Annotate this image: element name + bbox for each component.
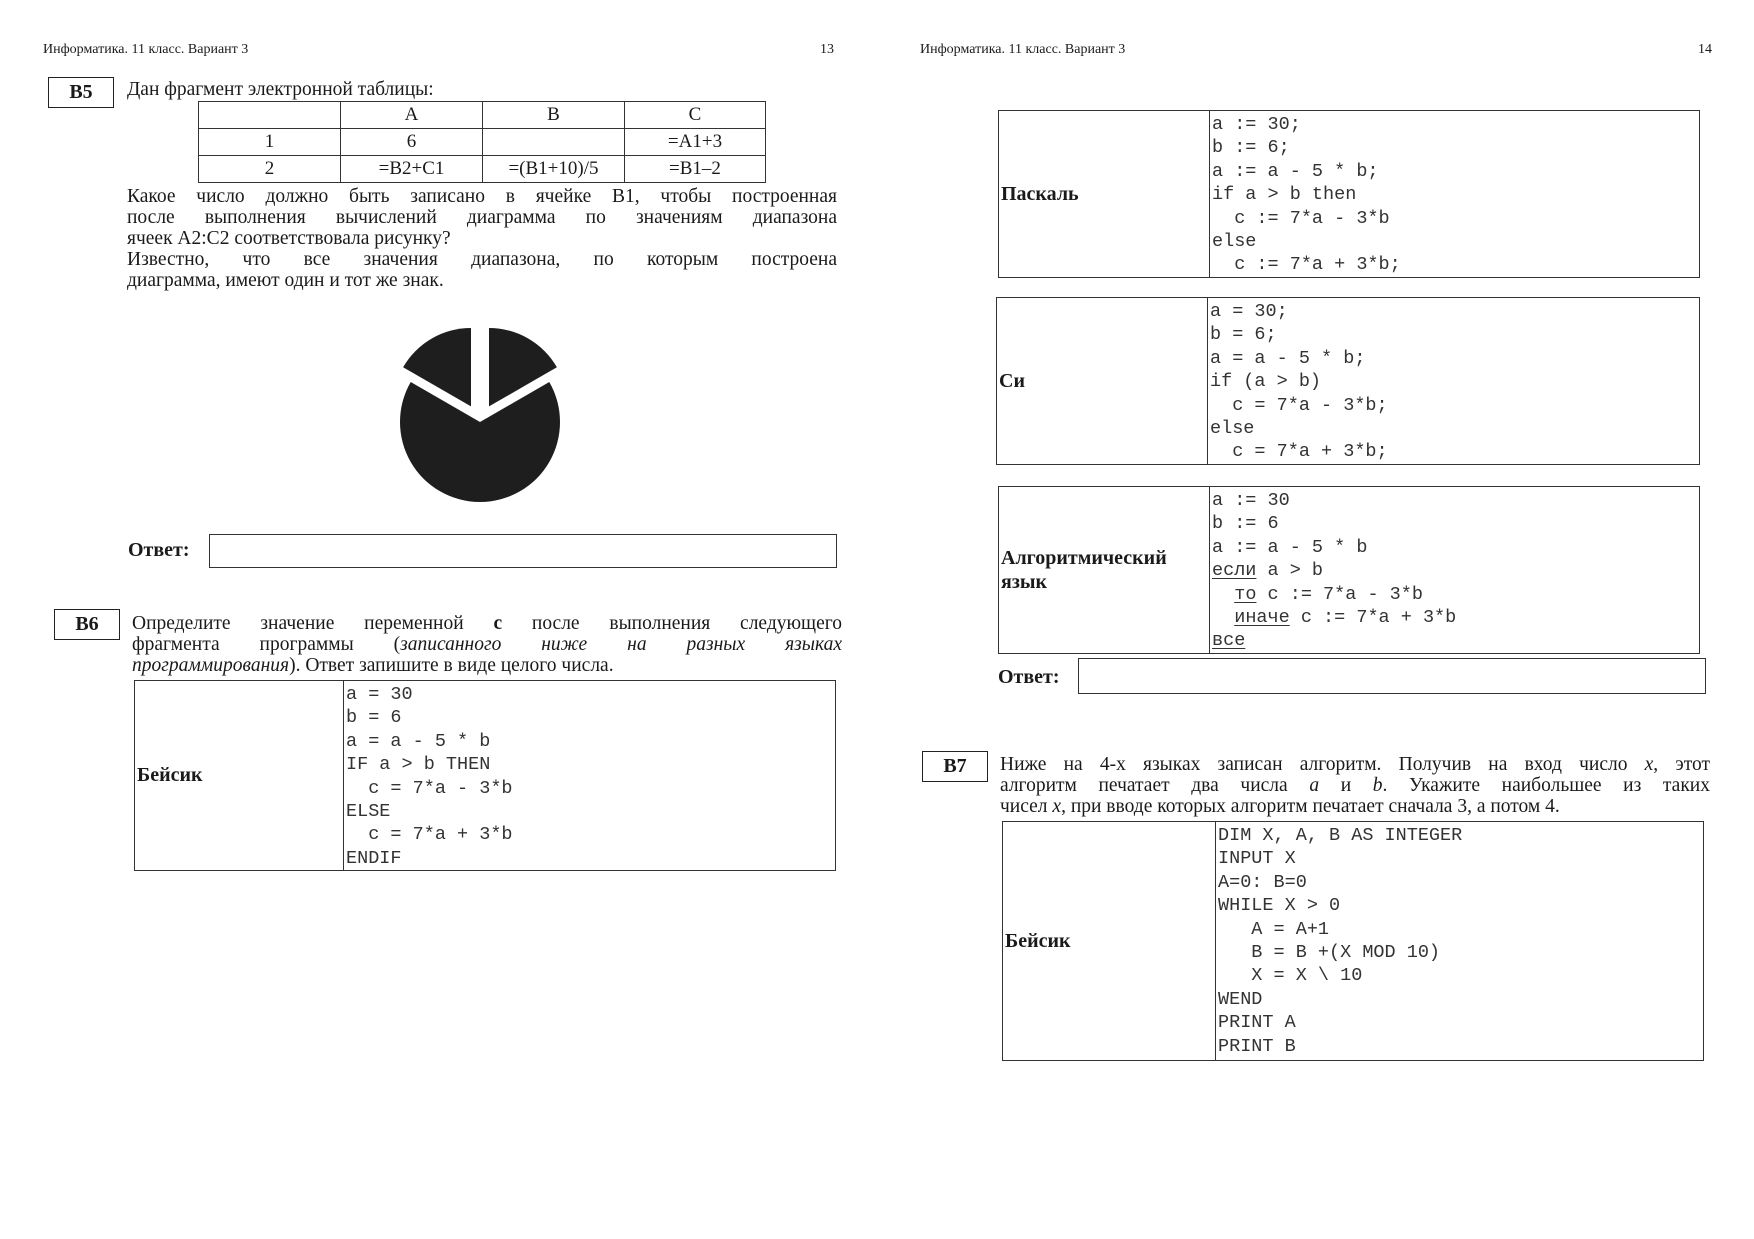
code-indent xyxy=(1212,584,1234,605)
b6-c-program-table xyxy=(996,297,1700,465)
code-line: c := 7*a - 3*b xyxy=(1212,207,1390,229)
code-line: c = 7*a - 3*b xyxy=(346,777,513,799)
b7-text-line-2-m: и xyxy=(1319,775,1373,796)
spreadsheet-fragment xyxy=(198,101,766,183)
code-line: c := 7*a + 3*b xyxy=(1289,607,1457,629)
keyword-inache: иначе xyxy=(1234,607,1290,629)
code-line: a = a - 5 * b; xyxy=(1210,347,1366,369)
code-line: a := a - 5 * b; xyxy=(1212,160,1379,182)
pie-chart xyxy=(390,300,570,520)
b6-text-line-3-post: ). Ответ запишите в виде целого числа. xyxy=(289,655,614,676)
b5-question xyxy=(127,186,837,291)
b6-text-line-2 xyxy=(132,634,842,655)
cell-b2: =(B1+10)/5 xyxy=(483,156,625,183)
code-line: PRINT A xyxy=(1218,1012,1296,1034)
b6-language-pascal: Паскаль xyxy=(999,111,1210,278)
b6-pascal-code xyxy=(1210,111,1700,278)
b6-c-row xyxy=(997,298,1700,465)
b6-answer-label: Ответ: xyxy=(998,666,1060,688)
code-line: else xyxy=(1212,231,1257,253)
b7-variable-x: x xyxy=(1644,754,1654,775)
left-header-title: Информатика. 11 класс. Вариант 3 xyxy=(43,42,249,57)
b7-basic-code xyxy=(1216,822,1704,1061)
code-line: B = B +(X MOD 10) xyxy=(1218,942,1441,964)
b5-answer-label: Ответ: xyxy=(128,539,190,561)
b6-text-line-2-pre: фрагмента программы ( xyxy=(132,634,401,655)
code-line: ENDIF xyxy=(346,847,402,869)
b6-language-basic: Бейсик xyxy=(135,681,344,871)
code-line: A=0: B=0 xyxy=(1218,871,1307,893)
pie-slice-c2 xyxy=(400,382,560,502)
code-line: c := 7*a + 3*b; xyxy=(1212,254,1401,276)
spreadsheet-corner xyxy=(199,102,341,129)
code-line: ELSE xyxy=(346,801,391,823)
b7-variable-x-2: x xyxy=(1052,796,1062,817)
b6-text-line-1-post: после выполнения следующего xyxy=(502,613,842,634)
b7-text-line-3-b: , при вводе которых алгоритм печатает сначала 3, а потом 4. xyxy=(1061,796,1560,817)
code-line: a := 30; xyxy=(1212,114,1301,135)
b6-language-c: Си xyxy=(997,298,1208,465)
code-line: IF a > b THEN xyxy=(346,754,491,776)
b7-language-basic: Бейсик xyxy=(1003,822,1216,1061)
code-line: WHILE X > 0 xyxy=(1218,895,1341,917)
b7-variable-b: b xyxy=(1372,775,1383,796)
code-line: if (a > b) xyxy=(1210,371,1322,393)
code-line: b := 6 xyxy=(1212,513,1279,535)
b6-algorithmic-program-table xyxy=(998,486,1700,654)
cell-c2: =B1–2 xyxy=(625,156,766,183)
b6-c-code xyxy=(1208,298,1700,465)
task-label-b7: B7 xyxy=(922,751,988,782)
code-line: a := 30 xyxy=(1212,490,1290,511)
keyword-vse: все xyxy=(1212,630,1246,652)
b6-variable-c: c xyxy=(493,613,503,634)
code-line: b = 6; xyxy=(1210,324,1277,346)
b6-answer-field[interactable] xyxy=(1078,658,1706,694)
left-page-number: 13 xyxy=(820,42,834,57)
row-header-1: 1 xyxy=(199,129,341,156)
algorithmic-language-line-1: Алгоритмический xyxy=(1001,547,1167,569)
code-line: c = 7*a - 3*b; xyxy=(1210,394,1388,416)
code-line: c := 7*a - 3*b xyxy=(1256,583,1423,605)
code-line: c = 7*a + 3*b xyxy=(346,824,513,846)
spreadsheet-row-2 xyxy=(199,156,766,183)
b6-pascal-row xyxy=(999,111,1700,278)
b6-text-line-1 xyxy=(132,613,842,634)
b7-text-line-1 xyxy=(1000,754,1710,775)
code-indent xyxy=(1212,607,1234,628)
b5-question-line-3: ячеек A2:C2 соответствовала рисунку? xyxy=(127,228,451,249)
b6-language-algorithmic xyxy=(999,487,1210,654)
b5-note-line-2: диаграмма, имеют один и тот же знак. xyxy=(127,270,444,291)
b7-text-line-2-a: алгоритм печатает два числа xyxy=(1000,775,1310,796)
cell-a2: =B2+C1 xyxy=(341,156,483,183)
cell-a1: 6 xyxy=(341,129,483,156)
cell-b1 xyxy=(483,129,625,156)
code-line: a = a - 5 * b xyxy=(346,730,491,752)
b6-text-line-3-italic: программирования xyxy=(132,655,290,676)
code-line: else xyxy=(1210,418,1255,440)
b6-text xyxy=(132,613,842,676)
column-header-a: A xyxy=(341,102,483,129)
code-line: WEND xyxy=(1218,988,1263,1010)
b5-note-line-1: Известно, что все значения диапазона, по которым построена xyxy=(127,249,837,270)
code-line: if a > b then xyxy=(1212,184,1357,206)
code-line: b = 6 xyxy=(346,707,402,729)
spreadsheet-header-row xyxy=(199,102,766,129)
keyword-esli: если xyxy=(1212,560,1257,582)
b5-question-line-1: Какое число должно быть записано в ячейке B1, чтобы построенная xyxy=(127,186,837,207)
b7-text-line-3 xyxy=(1000,796,1710,817)
b6-text-line-1-pre: Определите значение переменной xyxy=(132,613,494,634)
column-header-b: B xyxy=(483,102,625,129)
algorithmic-language-line-2: язык xyxy=(1001,571,1047,593)
task-label-b6: B6 xyxy=(54,609,120,640)
b5-question-line-2: после выполнения вычислений диаграмма по значениям диапазона xyxy=(127,207,837,228)
code-line: A = A+1 xyxy=(1218,918,1330,940)
code-line: a = 30; xyxy=(1210,301,1288,322)
cell-c1: =A1+3 xyxy=(625,129,766,156)
code-line: X = X \ 10 xyxy=(1218,965,1363,987)
b7-text-line-1-a: Ниже на 4-х языках записан алгоритм. Получив на вход число xyxy=(1000,754,1645,775)
b6-basic-row xyxy=(135,681,836,871)
task-label-b5: B5 xyxy=(48,77,114,108)
b7-basic-row xyxy=(1003,822,1704,1061)
b7-text xyxy=(1000,754,1710,817)
b6-text-line-2-italic: записанного ниже на разных языках xyxy=(400,634,842,655)
b5-answer-field[interactable] xyxy=(209,534,837,568)
b6-basic-program-table xyxy=(134,680,836,871)
code-line: b := 6; xyxy=(1212,137,1290,159)
code-line: INPUT X xyxy=(1218,848,1296,870)
b6-basic-code xyxy=(344,681,836,871)
b7-text-line-1-b: , этот xyxy=(1653,754,1711,775)
b7-basic-program-table xyxy=(1002,821,1704,1061)
code-line: DIM X, A, B AS INTEGER xyxy=(1218,825,1463,846)
b6-pascal-program-table xyxy=(998,110,1700,278)
code-line: PRINT B xyxy=(1218,1035,1296,1057)
b6-algorithmic-code xyxy=(1210,487,1700,654)
keyword-to: то xyxy=(1234,583,1257,605)
b5-intro: Дан фрагмент электронной таблицы: xyxy=(127,79,434,100)
b6-algorithmic-row xyxy=(999,487,1700,654)
b7-text-line-2-b: . Укажите наибольшее из таких xyxy=(1382,775,1710,796)
spreadsheet-row-1 xyxy=(199,129,766,156)
row-header-2: 2 xyxy=(199,156,341,183)
b7-text-line-2 xyxy=(1000,775,1710,796)
column-header-c: C xyxy=(625,102,766,129)
b7-variable-a: a xyxy=(1309,775,1320,796)
b7-text-line-3-a: чисел xyxy=(1000,796,1053,817)
right-page-number: 14 xyxy=(1698,42,1712,57)
code-line: c = 7*a + 3*b; xyxy=(1210,441,1388,463)
code-line: a := a - 5 * b xyxy=(1212,536,1368,558)
b6-text-line-3 xyxy=(132,655,842,676)
code-line: a > b xyxy=(1256,560,1324,582)
code-line: a = 30 xyxy=(346,684,413,705)
right-header-title: Информатика. 11 класс. Вариант 3 xyxy=(920,42,1126,57)
